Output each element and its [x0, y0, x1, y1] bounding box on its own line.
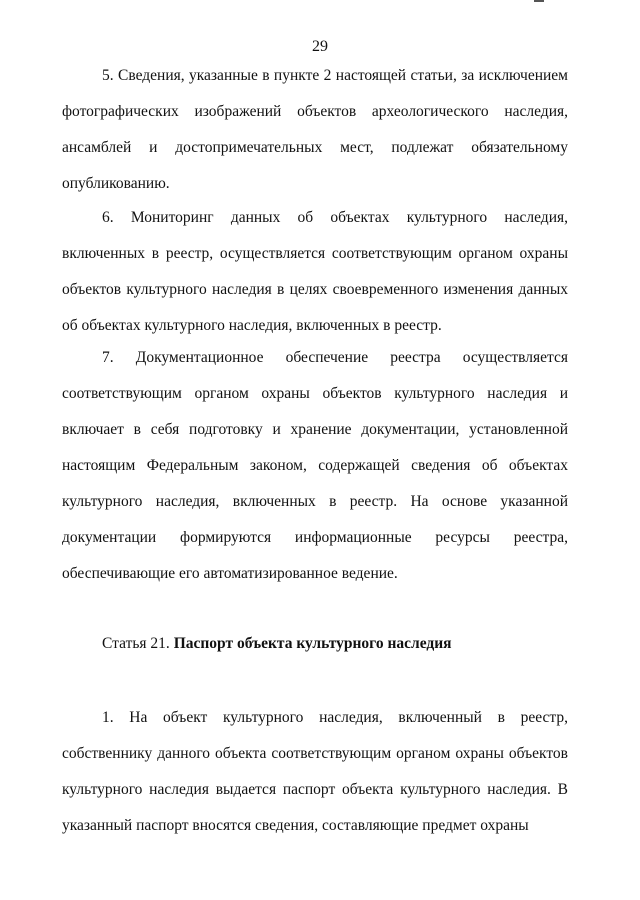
article-title: Паспорт объекта культурного наследия — [173, 635, 452, 652]
page-number: 29 — [312, 38, 328, 55]
paragraph-6: 6. Мониторинг данных об объектах культурного наследия, включенных в реестр, осуществляется соответствующим органом охраны объектов культурного наследия в целях своевременного изменения данных об объектах культурного наследия, включенных в реестр. — [62, 209, 568, 334]
article-heading — [102, 632, 452, 656]
paragraph-7: 7. Документационное обеспечение реестра осуществляется соответствующим органом охраны объектов культурного наследия и включает в себя подготовку и хранение документации, установленной настоящим Федеральным законом, содержащей сведения об объектах культурного наследия, включенных в реестр. На основе указанной документации формируются информационные ресурсы реестра, обеспечивающие его автоматизированное ведение. — [62, 349, 568, 582]
article-label: Статья 21. — [102, 635, 170, 652]
paragraph-5: 5. Сведения, указанные в пункте 2 настоящей статьи, за исключением фотографических изображений объектов археологического наследия, ансамблей и достопримечательных мест, подлежат обязательному опубликованию. — [62, 67, 568, 192]
article-paragraph-1: 1. На объект культурного наследия, включенный в реестр, собственнику данного объекта соответствующим органом охраны объектов культурного наследия выдается паспорт объекта культурного наследия. В указанный паспорт вносятся сведения, составляющие предмет охраны — [62, 709, 568, 834]
scan-corner-mark — [534, 0, 544, 2]
